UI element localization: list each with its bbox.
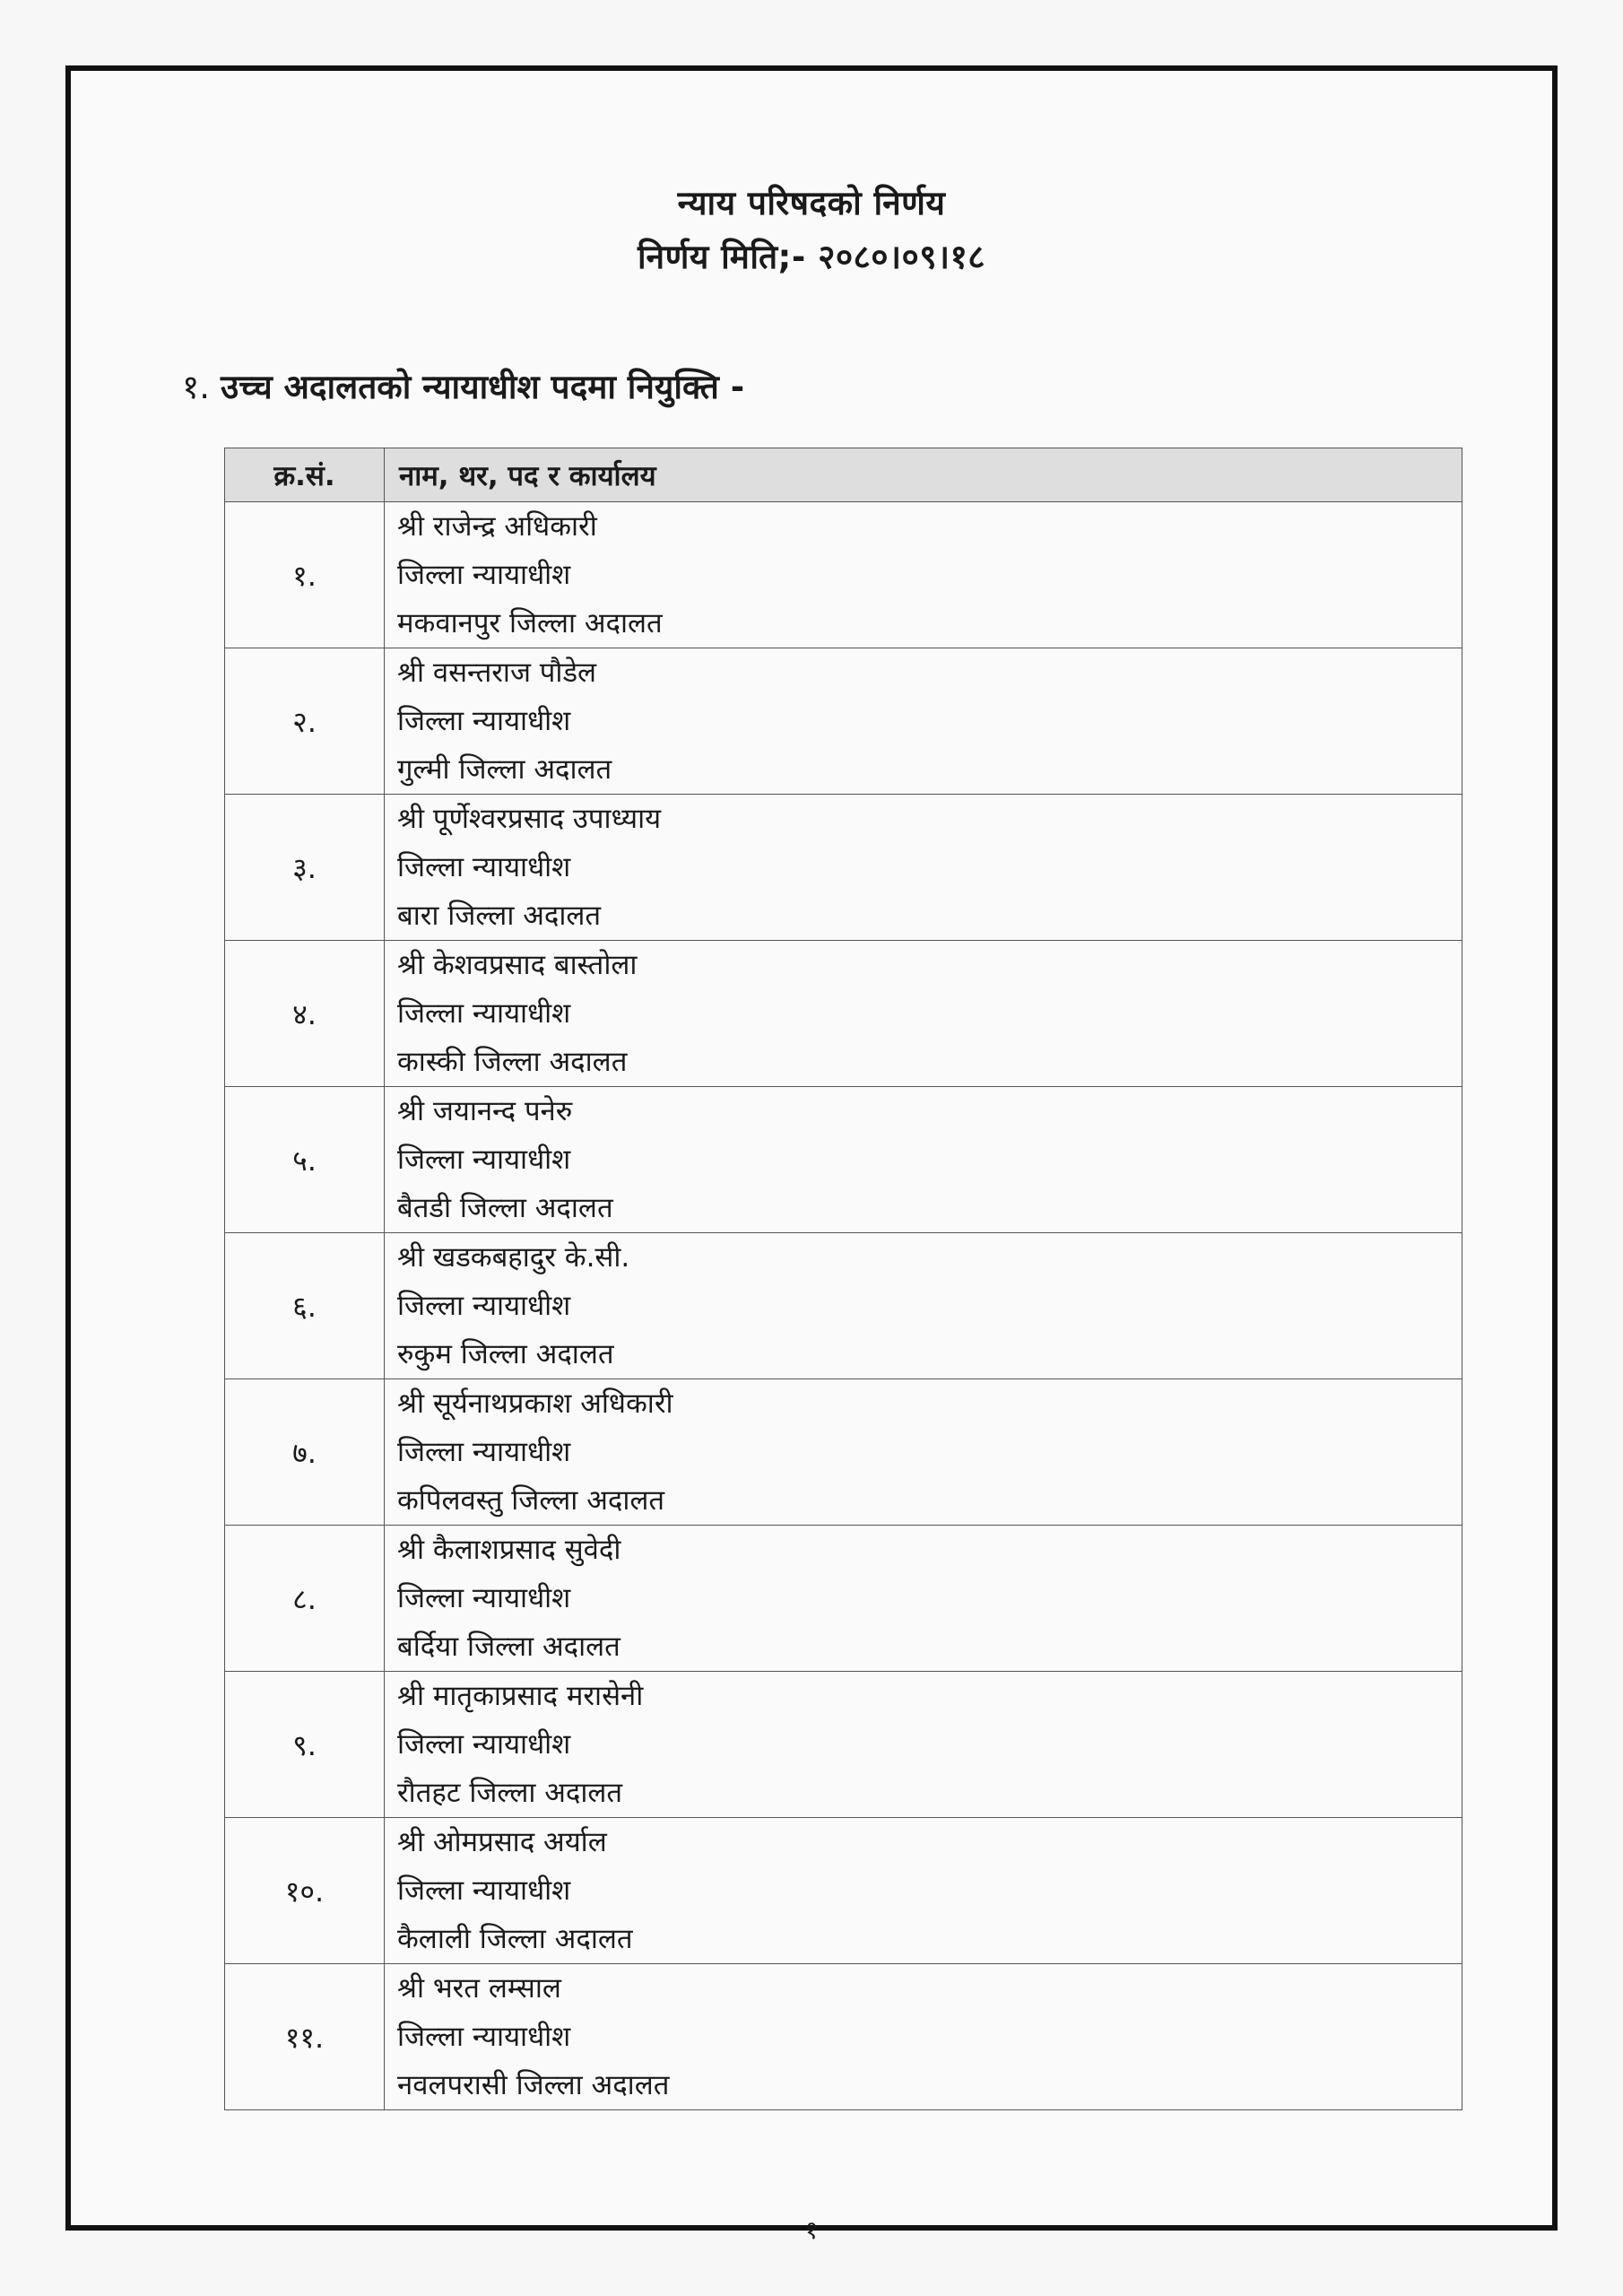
appointee-details [385,1818,1462,1964]
serial-number: २. [225,648,385,795]
appointee-details [385,1526,1462,1672]
appointee-name: श्री भरत लम्साल [397,1972,561,2005]
decision-date: निर्णय मिति;- २०८०।०९।१८ [637,238,986,276]
appointee-name: श्री ओमप्रसाद अर्याल [397,1826,607,1858]
appointee-post: जिल्ला न्यायाधीश [397,1874,571,1907]
table-row [225,795,1462,941]
table-row [225,502,1462,648]
appointee-name: श्री जयानन्द पनेरु [397,1095,573,1127]
appointee-post: जिल्ला न्यायाधीश [397,705,571,737]
serial-number: ५. [225,1087,385,1233]
appointee-name: श्री केशवप्रसाद बास्तोला [397,949,638,981]
serial-number: ७. [225,1379,385,1526]
table-row [225,1233,1462,1379]
document-title: न्याय परिषदको निर्णय [677,184,946,222]
serial-number: ६. [225,1233,385,1379]
section-number: १. [182,368,211,406]
appointee-details [385,1087,1462,1233]
appointee-post: जिल्ला न्यायाधीश [397,1290,571,1322]
serial-number: ९. [225,1672,385,1818]
appointee-name: श्री मातृकाप्रसाद मरासेनी [397,1680,644,1712]
appointee-post: जिल्ला न्यायाधीश [397,1436,571,1468]
page-number: १ [804,2215,819,2245]
table-row [225,1818,1462,1964]
appointee-details [385,1379,1462,1526]
serial-number: ४. [225,941,385,1087]
appointee-details [385,502,1462,648]
table-row [225,648,1462,795]
appointee-office: कपिलवस्तु जिल्ला अदालत [397,1484,665,1517]
appointee-name: श्री राजेन्द्र अधिकारी [397,510,597,543]
appointee-office: बर्दिया जिल्ला अदालत [397,1631,621,1663]
table-row [225,1379,1462,1526]
appointee-office: कैलाली जिल्ला अदालत [397,1923,633,1955]
table-row [225,941,1462,1087]
appointee-details [385,941,1462,1087]
appointee-office: रौतहट जिल्ला अदालत [397,1777,623,1809]
appointee-details [385,795,1462,941]
appointee-name: श्री वसन्तराज पौडेल [397,657,597,689]
appointee-details [385,1233,1462,1379]
appointee-details [385,648,1462,795]
appointee-office: नवलपरासी जिल्ला अदालत [397,2069,670,2101]
appointee-post: जिल्ला न्यायाधीश [397,1144,571,1176]
serial-number: १. [225,502,385,648]
header-serial: क्र.सं. [225,448,385,502]
table-row [225,1964,1462,2110]
appointee-name: श्री कैलाशप्रसाद सुवेदी [397,1534,621,1566]
appointee-post: जिल्ला न्यायाधीश [397,2021,571,2053]
appointee-post: जिल्ला न्यायाधीश [397,1582,571,1614]
appointee-name: श्री पूर्णेश्वरप्रसाद उपाध्याय [397,803,662,835]
appointee-name: श्री सूर्यनाथप्रकाश अधिकारी [397,1387,673,1420]
serial-number: ११. [225,1964,385,2110]
appointee-details [385,1964,1462,2110]
appointee-post: जिल्ला न्यायाधीश [397,559,571,591]
document-page [65,65,1558,2245]
table-header-row [225,448,1462,502]
section-title: उच्च अदालतको न्यायाधीश पदमा नियुक्ति - [221,368,745,406]
appointee-office: गुल्मी जिल्ला अदालत [397,753,612,786]
section-heading [182,362,744,408]
appointee-post: जिल्ला न्यायाधीश [397,997,571,1030]
table-row [225,1087,1462,1233]
serial-number: १०. [225,1818,385,1964]
appointee-office: कास्की जिल्ला अदालत [397,1046,628,1078]
appointee-office: रुकुम जिल्ला अदालत [397,1338,614,1370]
serial-number: ८. [225,1526,385,1672]
table-row [225,1672,1462,1818]
appointee-office: बैतडी जिल्ला अदालत [397,1192,613,1224]
appointee-office: मकवानपुर जिल्ला अदालत [397,607,663,639]
table-row [225,1526,1462,1672]
appointee-post: जिल्ला न्यायाधीश [397,851,571,883]
serial-number: ३. [225,795,385,941]
appointments-table [224,448,1462,2110]
appointee-office: बारा जिल्ला अदालत [397,900,602,932]
appointee-details [385,1672,1462,1818]
appointee-post: जिल्ला न्यायाधीश [397,1728,571,1761]
appointee-name: श्री खडकबहादुर के.सी. [397,1241,630,1274]
header-details: नाम, थर, पद र कार्यालय [385,448,1462,502]
